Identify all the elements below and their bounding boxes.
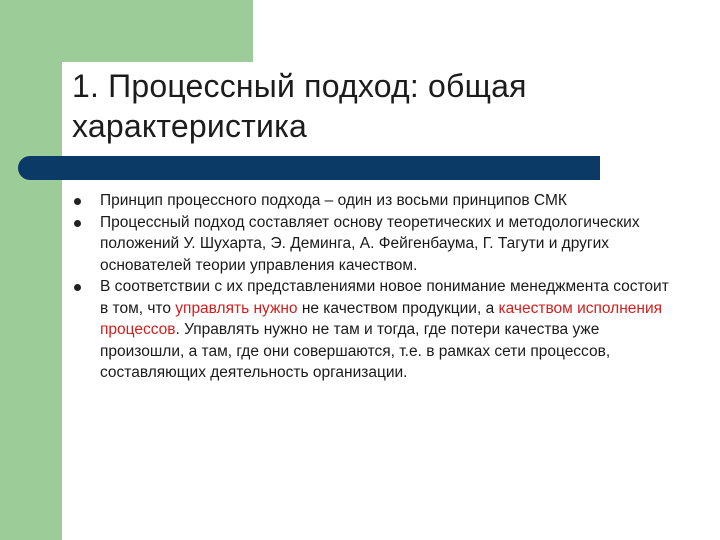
title-underline-bar [18, 156, 600, 180]
bullet-item-1 [72, 190, 672, 212]
bullet-item-2 [72, 212, 672, 277]
bullet-text-part: В соответствии с их представлениями новое понимание менеджмента состоит в том, что [100, 278, 669, 317]
accent-strip-left [0, 0, 62, 540]
bullet-text: Процессный подход составляет основу теоретических и методологических положений У. Шухарта, Э. Деминга, А. Фейгенбаума, Г. Тагути и других основателей теории управления качеством. [100, 213, 640, 274]
bullet-icon [74, 198, 81, 205]
bullet-text-part: не качеством продукции, а [297, 299, 499, 317]
highlight-phrase: качеством исполнения процессов [100, 299, 663, 338]
bullet-icon [74, 220, 81, 227]
slide-title: 1. Процессный подход: общая характеристика [72, 68, 527, 144]
bullet-item-3 [72, 276, 672, 384]
bullet-text-part: . Управлять нужно не там и тогда, где потери качества уже произошли, а там, где они совершаются, т.е. в рамках сети процессов, составляющих деятельность организации. [100, 321, 611, 381]
bullet-text: Принцип процессного подхода – один из восьми принципов СМК [100, 192, 567, 209]
bullet-icon [74, 284, 81, 291]
highlight-phrase: управлять нужно [175, 299, 298, 317]
bullet-list [72, 190, 672, 384]
accent-block-top [0, 0, 253, 62]
